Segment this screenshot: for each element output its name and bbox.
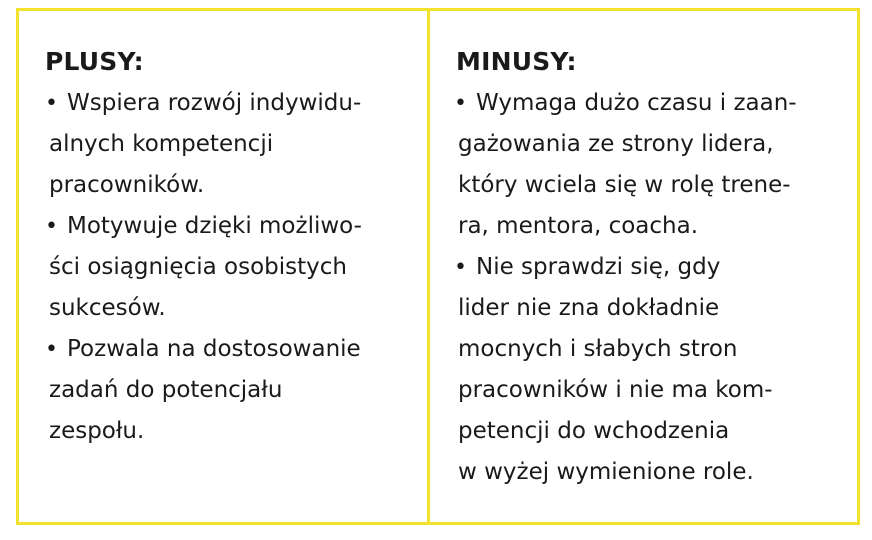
cons-item-line: Nie sprawdzi się, gdy (476, 254, 721, 280)
bullet-icon: • (45, 214, 58, 239)
cons-item-line: ra, mentora, coacha. (458, 213, 699, 239)
cons-item-text (454, 83, 857, 247)
pros-item (43, 206, 427, 329)
pros-item-line: pracowników. (49, 172, 205, 198)
cons-list (454, 83, 857, 493)
cons-item (454, 83, 857, 247)
cons-column (430, 11, 857, 522)
cons-item-line: który wciela się w rolę trene- (458, 172, 791, 198)
pros-item-line: Motywuje dzięki możliwo- (67, 213, 362, 239)
pros-item-line: alnych kompetencji (49, 131, 274, 157)
cons-item-line: pracowników i nie ma kom- (458, 377, 773, 403)
bullet-icon: • (454, 91, 467, 116)
pros-item-line: zespołu. (49, 418, 145, 444)
pros-heading: PLUSY: (45, 47, 144, 76)
cons-item-line: gażowania ze strony lidera, (458, 131, 774, 157)
bullet-icon: • (454, 255, 467, 280)
pros-item-line: zadań do potencjału (49, 377, 283, 403)
pros-item-line: Pozwala na dostosowanie (67, 336, 361, 362)
pros-item (43, 329, 427, 452)
pros-item-line: ści osiągnięcia osobistych (49, 254, 347, 280)
cons-item-line: lider nie zna dokładnie (458, 295, 720, 321)
cons-item-text (454, 247, 857, 493)
pros-item-line: sukcesów. (49, 295, 166, 321)
pros-cons-table (16, 8, 860, 525)
cons-heading: MINUSY: (456, 47, 577, 76)
bullet-icon: • (45, 91, 58, 116)
cons-item-line: Wymaga dużo czasu i zaan- (476, 90, 797, 116)
cons-item-line: petencji do wchodzenia (458, 418, 730, 444)
cons-item-line: w wyżej wymienione role. (458, 459, 754, 485)
pros-item-text (43, 329, 427, 452)
pros-item-text (43, 206, 427, 329)
cons-item (454, 247, 857, 493)
pros-item (43, 83, 427, 206)
pros-item-text (43, 83, 427, 206)
pros-list (43, 83, 427, 452)
pros-item-line: Wspiera rozwój indywidu- (67, 90, 362, 116)
bullet-icon: • (45, 337, 58, 362)
pros-column (19, 11, 430, 522)
cons-item-line: mocnych i słabych stron (458, 336, 738, 362)
